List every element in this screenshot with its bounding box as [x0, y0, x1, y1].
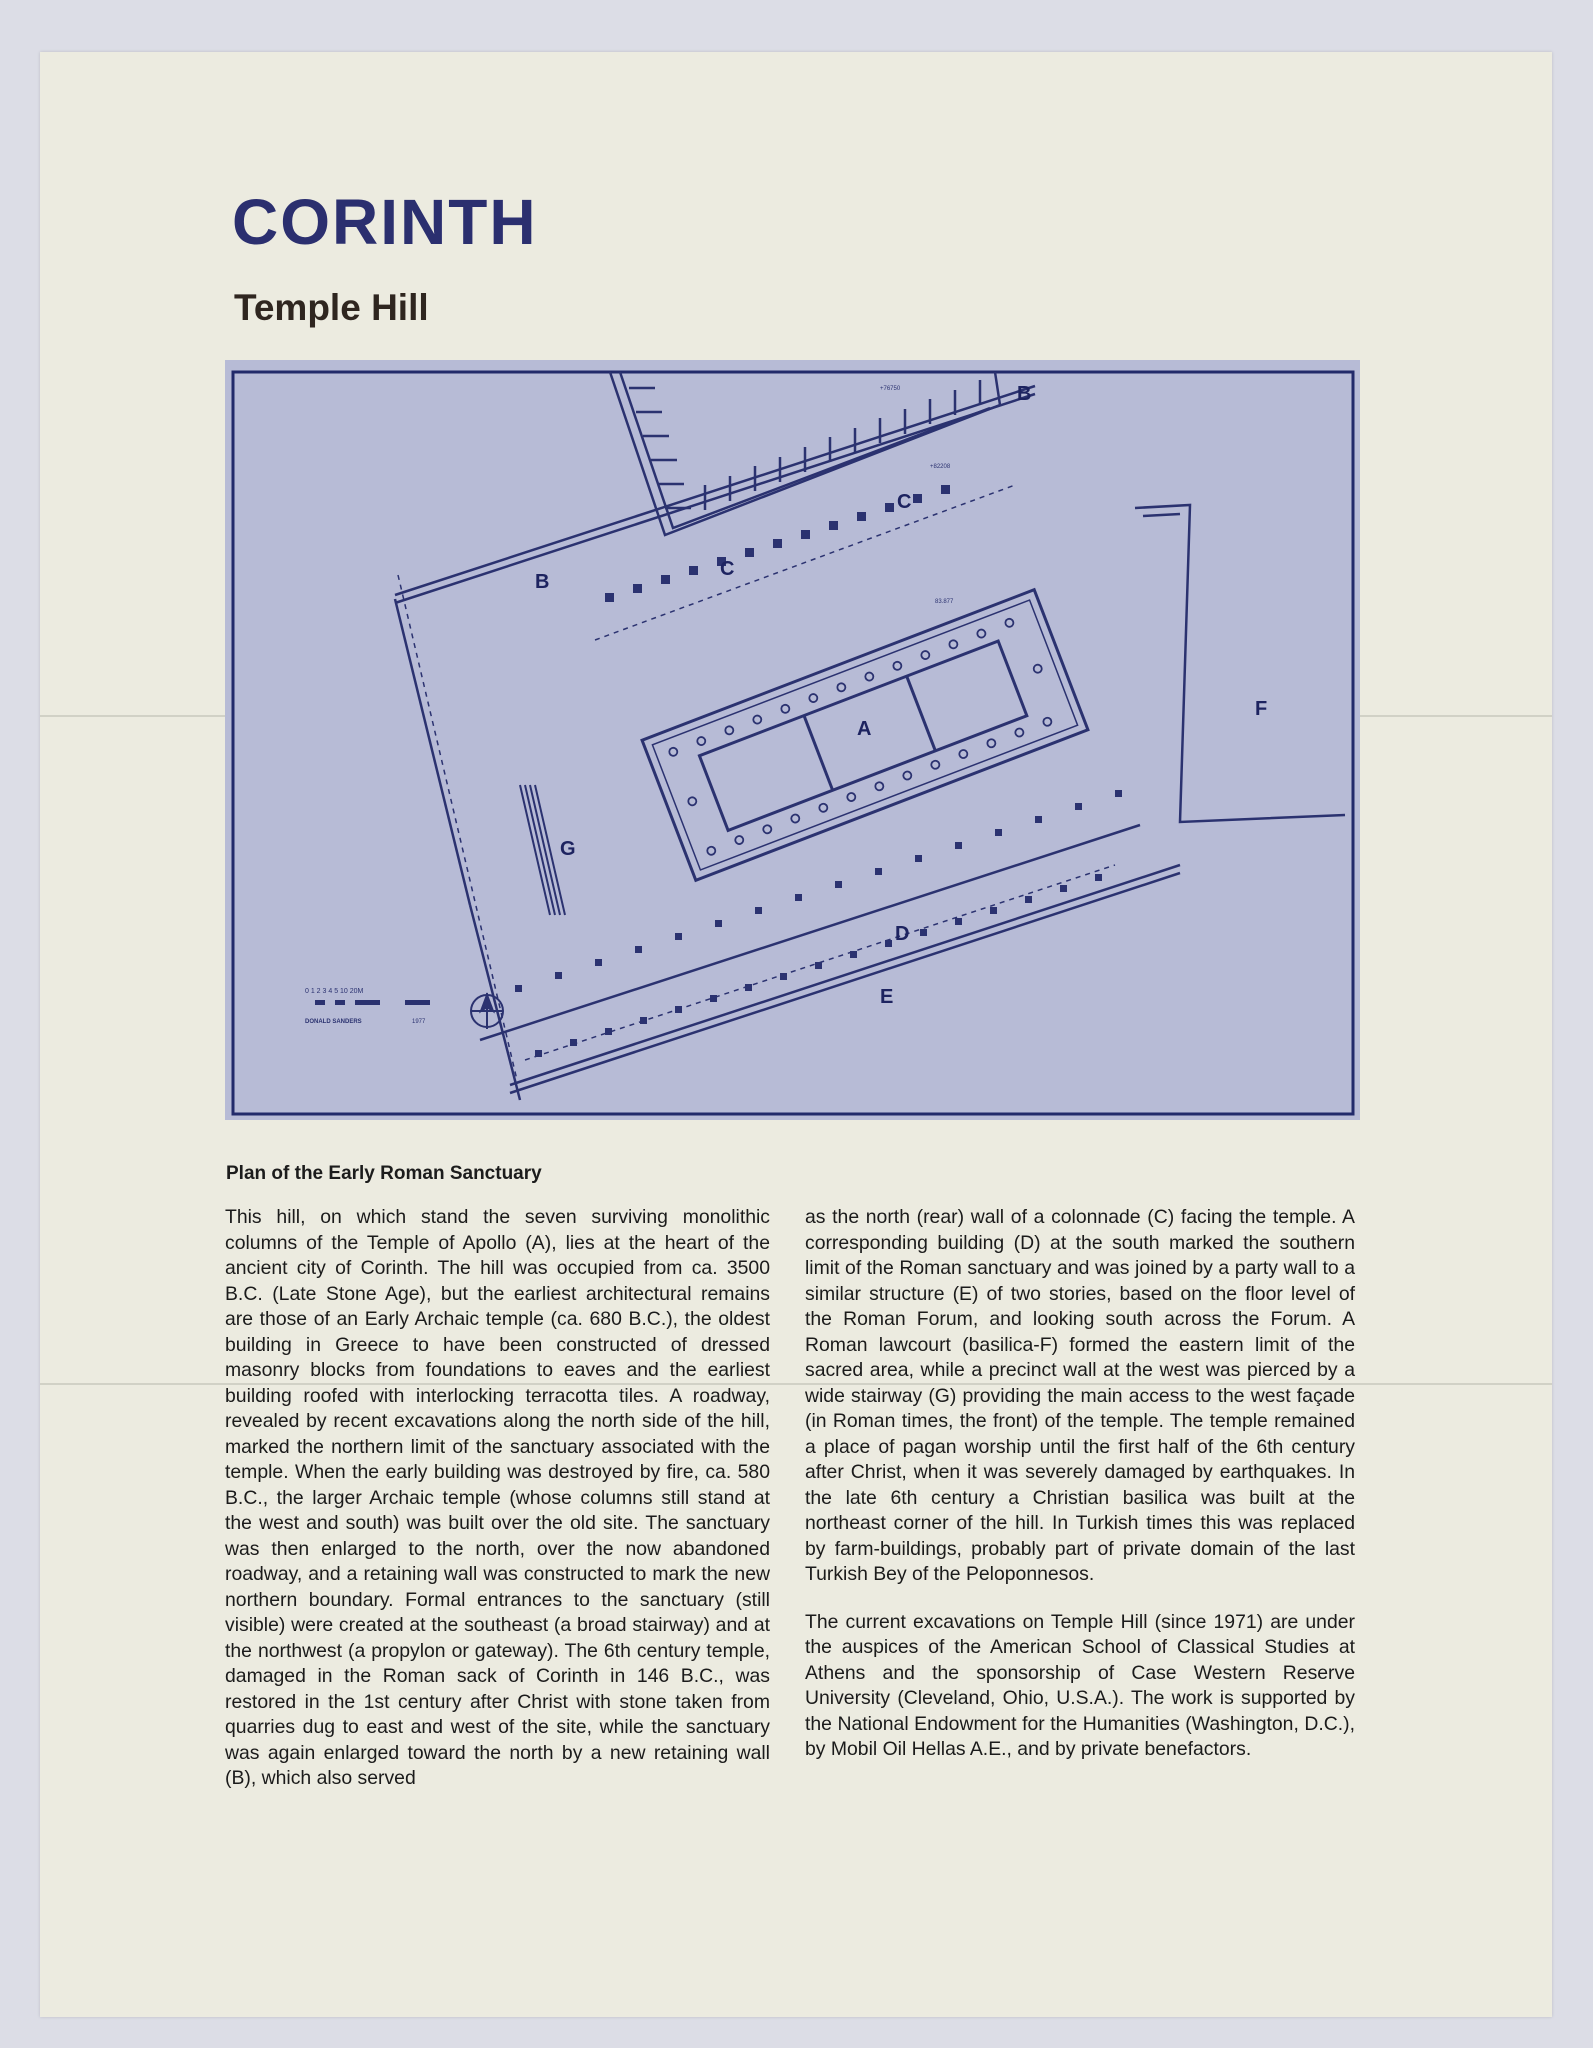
body-paragraph: as the north (rear) wall of a colonnade (C) facing the temple. A corresponding building (D) at the south marked the southern limit of the Roman sanctuary and was joined by a party wall to a similar structure (E) of two stories, based on the floor level of the Roman Forum, and looking south across the Forum. A Roman lawcourt (basilica-F) formed the eastern limit of the sacred area, while a precinct wall at the west was pierced by a wide stairway (G) providing the main access to the west façade (in Roman times, the front) of the temple. The temple remained a place of pagan worship until the first half of the 6th century after Christ, when it was severely damaged by earthquakes. In the late 6th century a Christian basilica was built at the northeast corner of the hill. In Turkish times this was replaced by farm-buildings, probably part of private domain of the last Turkish Bey of the Peloponnesos.: [805, 1206, 1355, 1585]
label-stairway-g: G: [560, 838, 576, 860]
label-north-wall-b: B: [1017, 383, 1032, 405]
drafter-credit: DONALD SANDERS: [305, 1019, 362, 1025]
scale-bar: [305, 1000, 430, 1005]
label-colonnade-c: C: [897, 491, 912, 513]
body-column-left: [225, 1205, 770, 1814]
body-paragraph: This hill, on which stand the seven surviving monolithic columns of the Temple of Apollo (A), lies at the heart of the ancient city of Corinth. The hill was occupied from ca. 3500 B.C. (Late Stone Age), but the earliest architectural remains are those of an Early Archaic temple (ca. 680 B.C.), the oldest building in Greece to have been constructed of dressed masonry blocks from foundations to eaves and the earliest building roofed with interlocking terracotta tiles. A roadway, revealed by recent excavations along the north side of the hill, marked the northern limit of the sanctuary associated with the temple. When the early building was destroyed by fire, ca. 580 B.C., the larger Archaic temple (whose columns still stand at the west and south) was built over the old site. The sanctuary was then enlarged to the north, over the now abandoned roadway, and a retaining wall was constructed to mark the new northern boundary. Formal entrances to the sanctuary (still visible) were created at the southeast (a broad stairway) and at the northwest (a propylon or gateway). The 6th century temple, damaged in the Roman sack of Corinth in 146 B.C., was restored in the 1st century after Christ with stone taken from quarries dug to east and west of the site, while the sanctuary was again enlarged toward the north by a new retaining wall (B), which also served: [225, 1206, 770, 1789]
label-north-wall-b: B: [535, 571, 550, 593]
label-temple-a: A: [857, 718, 872, 740]
plan-year: 1977: [412, 1019, 426, 1025]
body-paragraph: The current excavations on Temple Hill (since 1971) are under the auspices of the American School of Classical Studies at Athens and the sponsorship of Case Western Reserve University (Cleveland, Ohio, U.S.A.). The work is supported by the National Endowment for the Humanities (Washington, D.C.), by Mobil Oil Hellas A.E., and by private benefactors.: [805, 1610, 1355, 1760]
label-structure-e: E: [880, 986, 894, 1008]
label-colonnade-c: C: [720, 558, 735, 580]
page-subtitle: Temple Hill: [234, 287, 429, 328]
body-column-right: [805, 1205, 1355, 1785]
scale-bar-label: 0 1 2 3 4 5 10 20M: [305, 988, 364, 995]
spot-height: 83.877: [935, 599, 954, 605]
spot-height: +76750: [880, 386, 901, 392]
label-building-d: D: [895, 923, 910, 945]
page-title: CORINTH: [232, 186, 538, 258]
spot-height: +82208: [930, 464, 951, 470]
sanctuary-plan: [225, 360, 1360, 1120]
label-basilica-f: F: [1255, 698, 1268, 720]
plan-caption: Plan of the Early Roman Sanctuary: [226, 1163, 542, 1184]
north-arrow-icon: [471, 993, 503, 1029]
